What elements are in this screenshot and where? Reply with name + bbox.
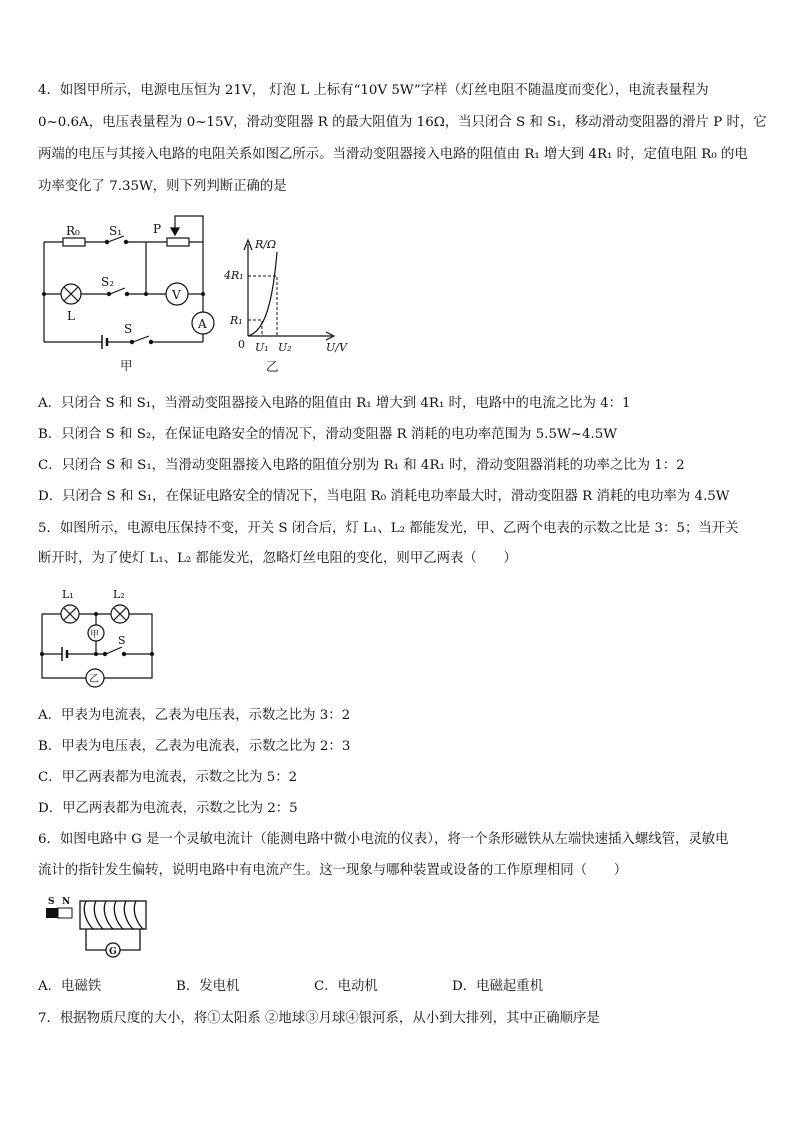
label-l2: L₂ [113, 588, 125, 601]
q5-option-b: B．甲表为电压表，乙表为电流表，示数之比为 2：3 [38, 739, 351, 754]
tick-origin: 0 [238, 338, 245, 351]
q4-option-b: B．只闭合 S 和 S₂，在保证电路安全的情况下，滑动变阻器 R 消耗的电功率范围为 5.5W~4.5W [38, 427, 618, 442]
label-a: A [198, 317, 207, 331]
tick-4r1: 4R₁ [224, 269, 244, 282]
q5-option-a: A．甲表为电流表，乙表为电压表，示数之比为 3：2 [38, 708, 351, 723]
tick-r1: R₁ [230, 314, 243, 327]
q4-option-a: A．只闭合 S 和 S₁，当滑动变阻器接入电路的阻值由 R₁ 增大到 4R₁ 时，电路中的电流之比为 4：1 [38, 396, 631, 411]
figure-caption-yi: 乙 [266, 359, 279, 374]
magnet-s-pole [46, 908, 58, 918]
q5-option-c: C．甲乙两表都为电流表，示数之比为 5：2 [38, 770, 298, 785]
q4-line-3: 两端的电压与其接入电路的电阻关系如图乙所示。当滑动变阻器接入电路的阻值由 R₁ 增大到 4R₁ 时，定值电阻 R₀ 的电 [38, 147, 748, 162]
q6-option-c: C．电动机 [314, 979, 378, 994]
label-l: L [67, 309, 75, 323]
q5-line-1: 5．如图所示，电源电压保持不变，开关 S 闭合后，灯 L₁、L₂ 都能发光，甲、乙两个电表的示数之比是 3：5；当开关 [38, 521, 739, 536]
label-s2: S₂ [101, 275, 115, 289]
label-jia: 甲 [90, 630, 100, 640]
q6-line-2: 流计的指针发生偏转，说明电路中有电流产生。这一现象与哪种装置或设备的工作原理相同（ ） [38, 863, 628, 878]
q6-option-d: D．电磁起重机 [452, 979, 544, 994]
axis-x-label: U/V [326, 341, 347, 354]
axis-y-label: R/Ω [255, 238, 277, 251]
label-s: S [124, 322, 133, 336]
label-r0: R₀ [66, 224, 80, 238]
magnet-n-pole [58, 908, 72, 918]
label-s: S [118, 634, 126, 647]
circuit-diagram-jia [36, 208, 216, 380]
label-g: G [109, 947, 117, 957]
tick-u2: U₂ [278, 341, 292, 354]
label-s: S [48, 897, 55, 907]
q4-line-1: 4．如图甲所示，电源电压恒为 21V， 灯泡 L 上标有“10V 5W”字样（灯丝电阻不随温度而变化），电流表量程为 [38, 83, 709, 98]
label-l1: L₁ [62, 588, 74, 601]
q4-line-2: 0~0.6A，电压表量程为 0~15V，滑动变阻器 R 的最大阻值为 16Ω，当只闭合 S 和 S₁，移动滑动变阻器的滑片 P 时，它 [38, 115, 767, 130]
q5-line-2: 断开时，为了使灯 L₁、L₂ 都能发光，忽略灯丝电阻的变化，则甲乙两表（ ） [38, 551, 517, 566]
q6-line-1: 6．如图电路中 G 是一个灵敏电流计（能测电路中微小电流的仪表），将一个条形磁铁从左端快速插入螺线管，灵敏电 [38, 832, 729, 847]
figure-caption-jia: 甲 [120, 358, 133, 373]
graph-yi [222, 232, 352, 380]
label-n: N [62, 897, 71, 907]
label-s1: S₁ [109, 224, 123, 238]
label-p: P [153, 222, 162, 236]
q6-option-b: B．发电机 [176, 979, 240, 994]
q4-option-d: D．只闭合 S 和 S₁，在保证电路安全的情况下，当电阻 R₀ 消耗电功率最大时，滑动变阻器 R 消耗的电功率为 4.5W [38, 489, 730, 504]
solenoid-diagram-q6 [44, 892, 154, 962]
circuit-diagram-q5 [38, 580, 158, 690]
q4-option-c: C．只闭合 S 和 S₁，当滑动变阻器接入电路的阻值分别为 R₁ 和 4R₁ 时，滑动变阻器消耗的功率之比为 1：2 [38, 458, 685, 473]
tick-u1: U₁ [255, 341, 269, 354]
label-yi: 乙 [89, 674, 99, 685]
label-v: V [172, 288, 181, 302]
q5-option-d: D．甲乙两表都为电流表，示数之比为 2：5 [38, 801, 298, 816]
q6-option-a: A．电磁铁 [38, 979, 102, 994]
q4-line-4: 功率变化了 7.35W，则下列判断正确的是 [38, 179, 287, 194]
q7-line-1: 7．根据物质尺度的大小，将①太阳系 ②地球③月球④银河系，从小到大排列，其中正确顺序是 [38, 1011, 600, 1026]
